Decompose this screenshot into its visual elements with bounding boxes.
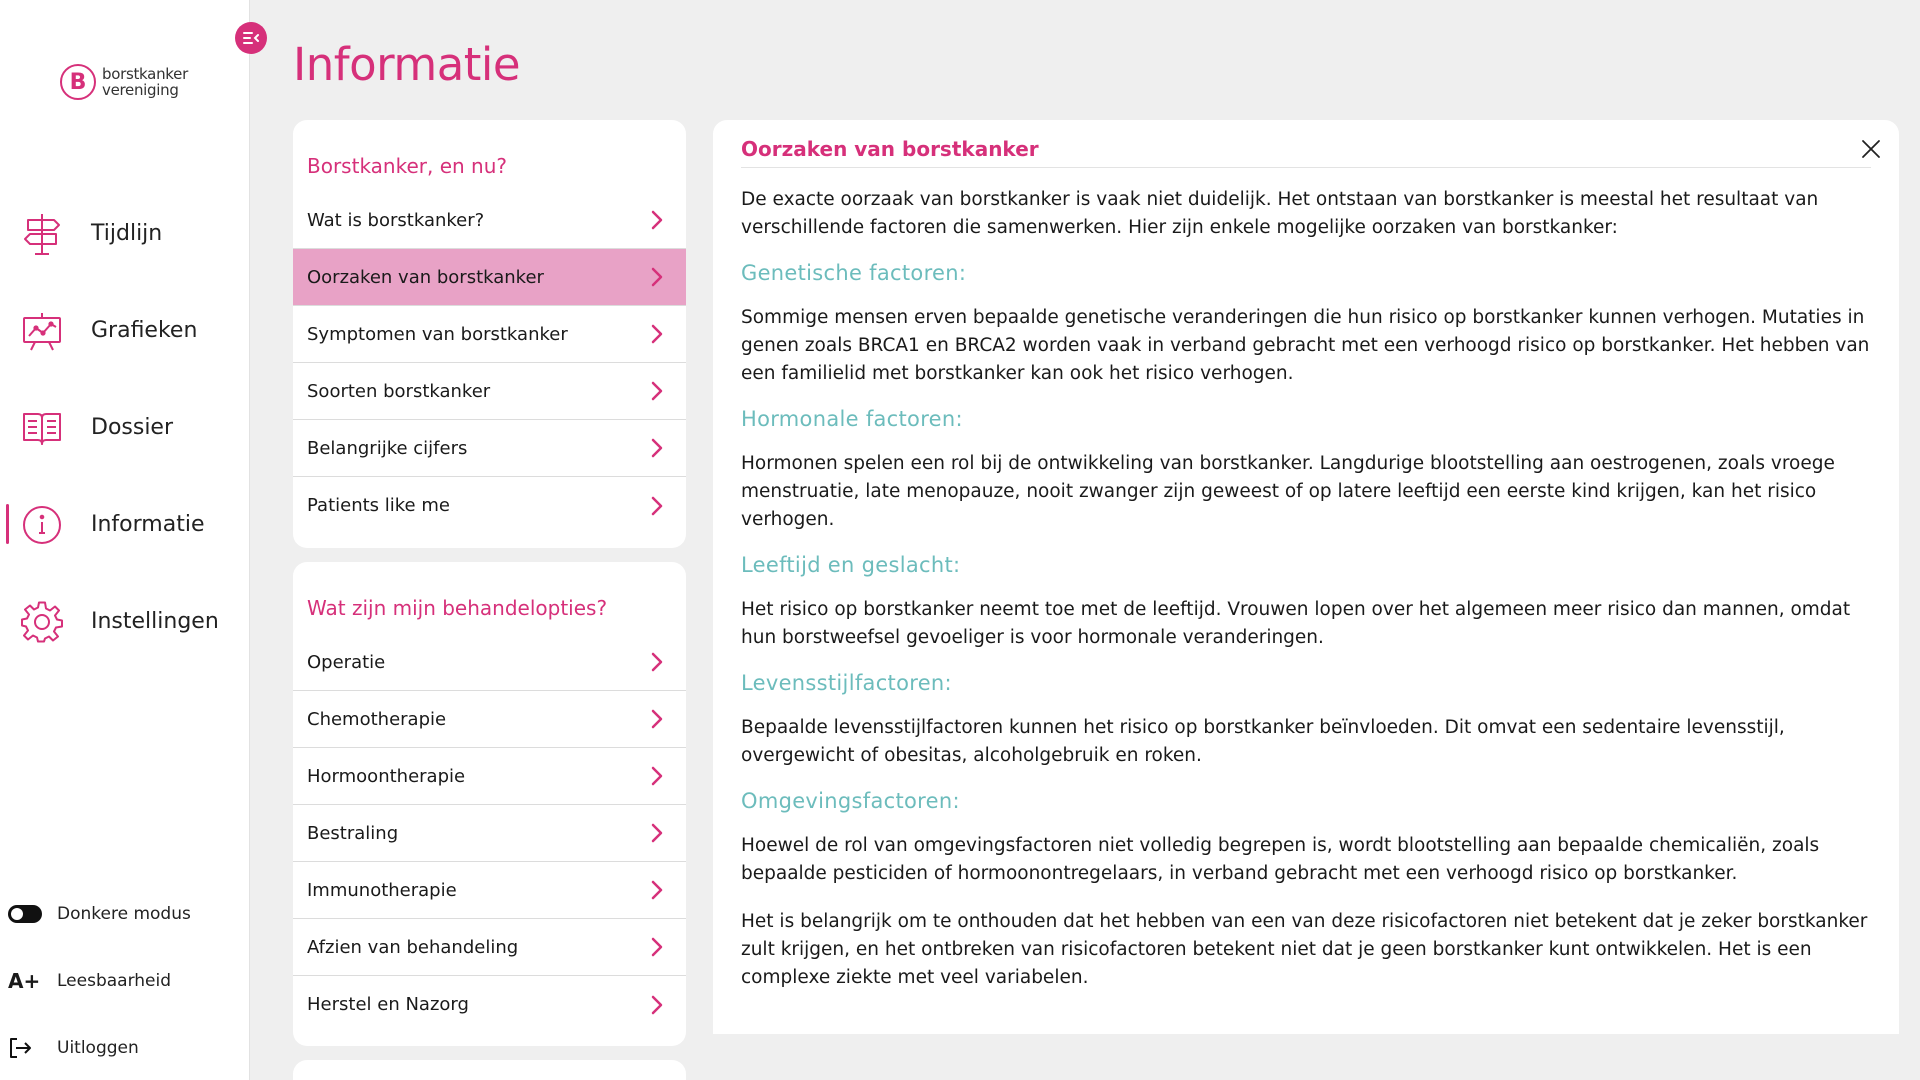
chevron-right-icon: [648, 437, 666, 459]
chart-board-icon: [20, 309, 64, 353]
menu-item[interactable]: [293, 862, 686, 919]
section-text: Sommige mensen erven bepaalde genetische veranderingen die hun risico op borstkanker kunnen verhogen. Mutaties in genen zoals BRCA1 en BRCA2 worden vaak in verband gebracht met een verhoogd risico op borstkanker. Het hebben van een familielid met borstkanker kan ook het risico verhogen.: [741, 307, 1870, 384]
article-intro: De exacte oorzaak van borstkanker is vaak niet duidelijk. Het ontstaan van borstkanker is meestal het resultaat van verschillende factoren die samenwerken. Hier zijn enkele mogelijke oorzaken van borstkanker:: [741, 189, 1819, 238]
article-header: [741, 120, 1871, 168]
menu-item-label: Wat is borstkanker?: [307, 209, 485, 231]
chevron-right-icon: [648, 380, 666, 402]
section-text: Hormonen spelen een rol bij de ontwikkeling van borstkanker. Langdurige blootstelling aan oestrogenen, zoals vroege menstruatie, late menopauze, nooit zwanger zijn geweest of op latere leeftijd een eerste kind krijgen, kan het risico verhogen.: [741, 453, 1835, 530]
section-heading: Genetische factoren:: [741, 261, 967, 285]
chevron-right-icon: [648, 994, 666, 1016]
menu-item-label: Soorten borstkanker: [307, 380, 491, 402]
logout-icon: [8, 1036, 42, 1060]
dark-mode-toggle[interactable]: [0, 880, 250, 947]
section-heading: Levensstijlfactoren:: [741, 671, 952, 695]
menu-item-label: Bestraling: [307, 822, 399, 844]
menu-item[interactable]: [293, 306, 686, 363]
article-closing: Het is belangrijk om te onthouden dat het hebben van een van deze risicofactoren niet betekent dat je zeker borstkanker zult krijgen, en het ontbreken van risicofactoren betekent niet dat je geen borstkanker kunt ontwikkelen. Het is een complexe ziekte met veel variabelen.: [741, 911, 1868, 988]
dark-mode-label: Donkere modus: [57, 903, 191, 924]
logout-button[interactable]: [0, 1014, 250, 1080]
menu-item-label: Oorzaken van borstkanker: [307, 266, 544, 288]
menu-item[interactable]: [293, 192, 686, 249]
menu-card-heading: Borstkanker, en nu?: [307, 154, 508, 178]
menu-item[interactable]: [293, 634, 686, 691]
sidebar-item-label: Instellingen: [91, 609, 219, 634]
sidebar-item-label: Tijdlijn: [91, 221, 163, 246]
sidebar-item-label: Informatie: [91, 512, 205, 537]
section-heading: Hormonale factoren:: [741, 407, 963, 431]
menu-item[interactable]: [293, 919, 686, 976]
collapse-menu-icon: [242, 31, 260, 45]
info-icon: [20, 503, 64, 547]
menu-item-selected[interactable]: [293, 249, 686, 306]
section-heading: Leeftijd en geslacht:: [741, 553, 961, 577]
section-text: Bepaalde levensstijlfactoren kunnen het risico op borstkanker beïnvloeden. Dit omvat een sedentaire levensstijl, overgewicht of obesitas, alcoholgebruik en roken.: [741, 717, 1785, 766]
readability-button[interactable]: [0, 947, 250, 1014]
brand-name: [102, 66, 188, 98]
chevron-right-icon: [648, 708, 666, 730]
menu-card-behandelopties: [293, 562, 686, 1046]
menu-item-label: Hormoontherapie: [307, 765, 466, 787]
chevron-right-icon: [648, 266, 666, 288]
logout-label: Uitloggen: [57, 1037, 139, 1058]
sidebar-item-instellingen[interactable]: [0, 573, 250, 670]
section-heading: Omgevingsfactoren:: [741, 789, 960, 813]
menu-item[interactable]: [293, 805, 686, 862]
section-text: Het risico op borstkanker neemt toe met de leeftijd. Vrouwen lopen over het algemeen meer risico dan mannen, omdat hun borstweefsel gevoeliger is voor hormonale veranderingen.: [741, 599, 1851, 648]
sidebar-item-grafieken[interactable]: [0, 282, 250, 379]
menu-item[interactable]: [293, 691, 686, 748]
readability-label: Leesbaarheid: [57, 970, 172, 991]
main-nav: [0, 185, 250, 670]
chevron-right-icon: [648, 765, 666, 787]
toggle-icon: [8, 905, 42, 923]
menu-item-label: Afzien van behandeling: [307, 936, 519, 958]
chevron-right-icon: [648, 209, 666, 231]
article-panel: [713, 120, 1899, 1034]
menu-item[interactable]: [293, 748, 686, 805]
signpost-icon: [20, 212, 64, 256]
logo-mark-icon: B: [60, 64, 96, 100]
article-body: [741, 168, 1871, 992]
menu-item[interactable]: [293, 420, 686, 477]
book-icon: [20, 406, 64, 450]
close-icon[interactable]: [1859, 137, 1883, 161]
menu-card-heading: Wat zijn mijn behandelopties?: [307, 596, 608, 620]
menu-item-label: Symptomen van borstkanker: [307, 323, 568, 345]
text-size-icon: A+: [8, 968, 41, 993]
sidebar-item-tijdlijn[interactable]: [0, 185, 250, 282]
menu-item-label: Belangrijke cijfers: [307, 437, 468, 459]
chevron-right-icon: [648, 651, 666, 673]
gear-icon: [20, 600, 64, 644]
collapse-sidebar-button[interactable]: [235, 22, 267, 54]
sidebar-item-informatie[interactable]: [0, 476, 250, 573]
menu-card-borstkanker: [293, 120, 686, 548]
sidebar-item-label: Grafieken: [91, 318, 198, 343]
chevron-right-icon: [648, 822, 666, 844]
sidebar-item-label: Dossier: [91, 415, 174, 440]
sidebar: [0, 0, 250, 1080]
chevron-right-icon: [648, 936, 666, 958]
brand-name-line1: borstkanker: [102, 65, 188, 83]
menu-item-label: Operatie: [307, 651, 386, 673]
chevron-right-icon: [648, 495, 666, 517]
brand-name-line2: vereniging: [102, 81, 179, 99]
menu-item[interactable]: [293, 976, 686, 1033]
menu-item[interactable]: [293, 363, 686, 420]
chevron-right-icon: [648, 879, 666, 901]
menu-item-label: Patients like me: [307, 495, 450, 516]
menu-item-label: Immunotherapie: [307, 879, 457, 901]
page-title: Informatie: [293, 38, 521, 91]
article-title: Oorzaken van borstkanker: [741, 136, 1039, 161]
chevron-right-icon: [648, 323, 666, 345]
section-text: Hoewel de rol van omgevingsfactoren niet volledig begrepen is, wordt blootstelling aan bepaalde chemicaliën, zoals bepaalde pesticiden of hormoonontregelaars, in verband gebracht met een verhoogd risico op borstkanker.: [741, 835, 1820, 884]
menu-item[interactable]: [293, 477, 686, 534]
menu-card-next: [293, 1060, 686, 1080]
menu-item-label: Herstel en Nazorg: [307, 994, 469, 1015]
sidebar-item-dossier[interactable]: [0, 379, 250, 476]
sidebar-tools: [0, 880, 250, 1080]
menu-item-label: Chemotherapie: [307, 708, 447, 730]
brand-logo[interactable]: [60, 64, 188, 100]
